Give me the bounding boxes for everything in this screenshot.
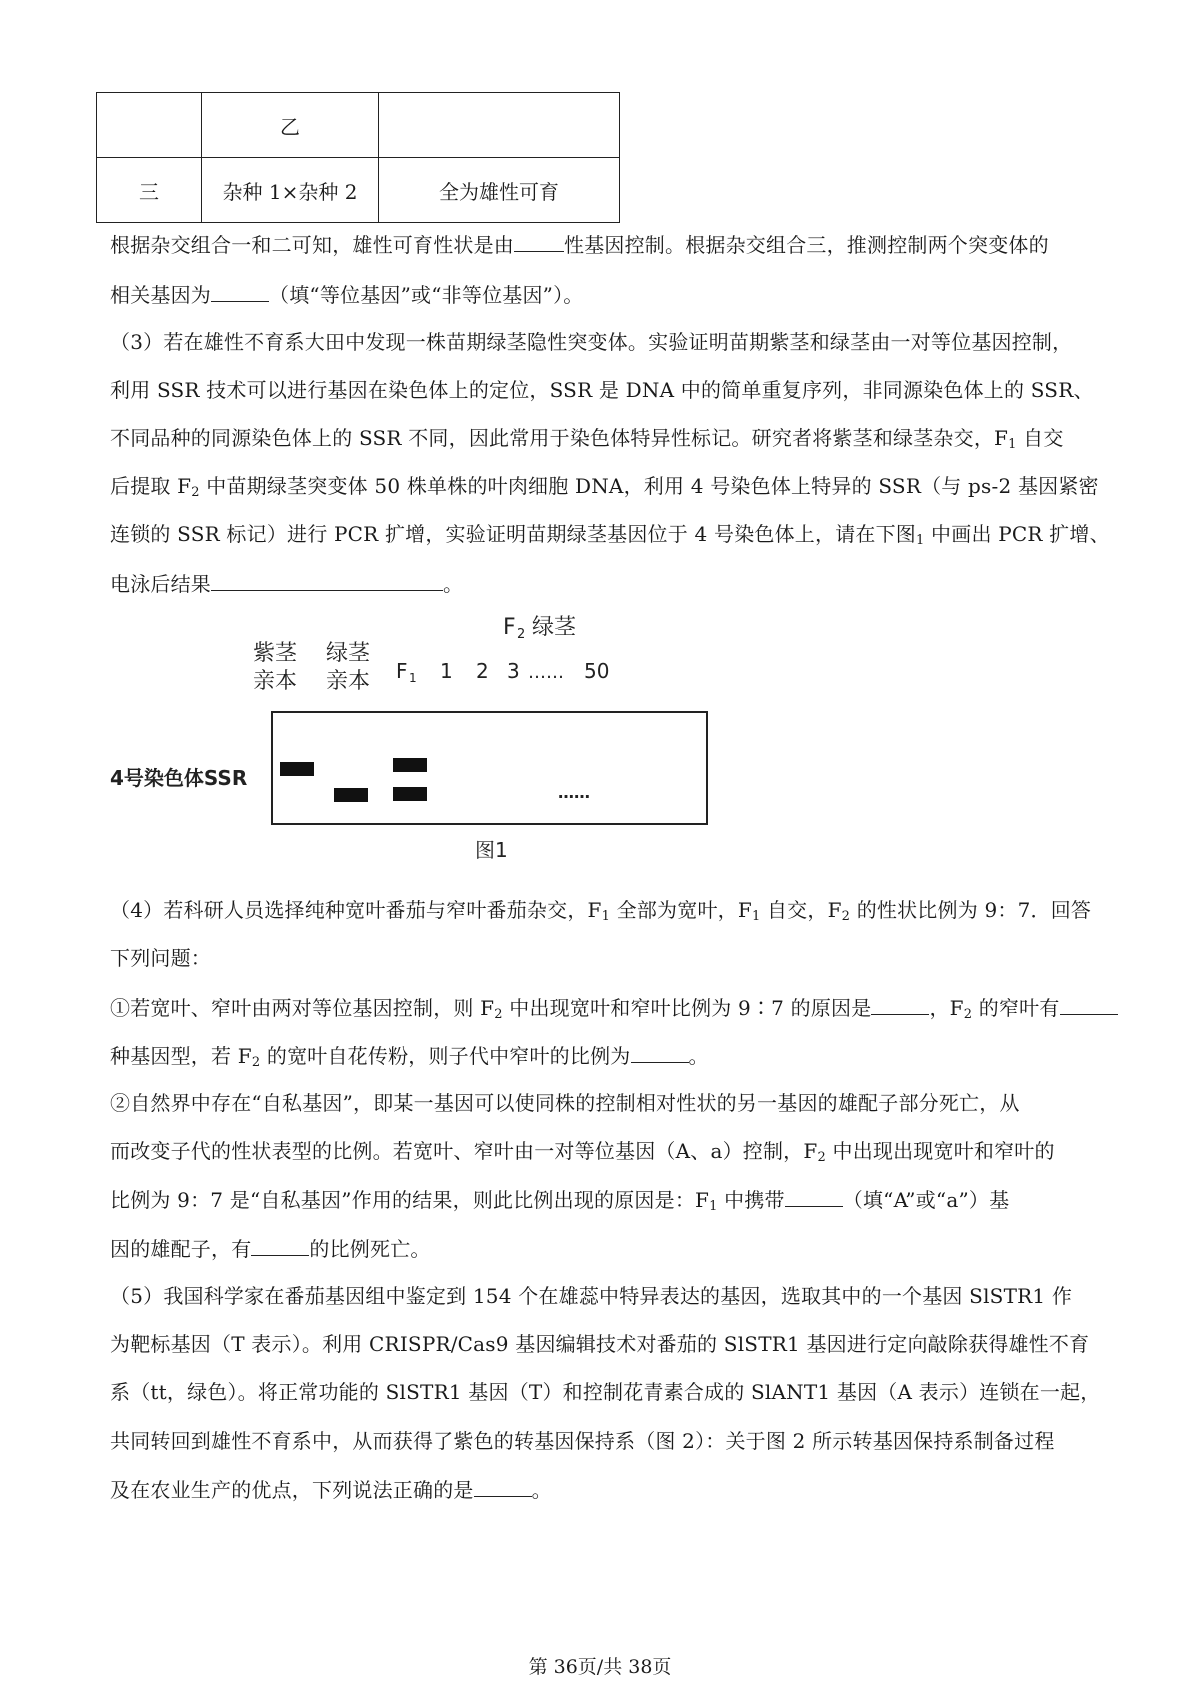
text-line: 下列问题： <box>110 946 211 970</box>
band-green-parent <box>334 788 368 802</box>
subscript: 1 <box>751 909 761 924</box>
text: 中画出 PCR 扩增、 <box>924 522 1110 546</box>
band-purple-parent <box>280 762 314 776</box>
gel-ellipsis: …… <box>558 783 590 802</box>
table-cell: 三 <box>97 158 202 223</box>
text: 自交 <box>1016 426 1064 450</box>
lane-label: 1 <box>440 659 453 683</box>
text-line: （3）若在雄性不育系大田中发现一株苗期绿茎隐性突变体。实验证明苗期紫茎和绿茎由一对等位基因控制， <box>110 330 1073 354</box>
table-cell: 杂种 1×杂种 2 <box>202 158 379 223</box>
text-line <box>110 1184 1100 1222</box>
subscript: 2 <box>817 1150 826 1165</box>
text-line <box>110 895 1100 932</box>
page-footer: 第 36页/共 38页 <box>528 1656 672 1678</box>
text: 中出现宽叶和窄叶比例为 9∶7 的原因是 <box>502 996 872 1020</box>
text: 。 <box>688 1044 709 1068</box>
text-line <box>110 1040 1100 1078</box>
answer-blank[interactable] <box>1060 992 1118 1015</box>
text: （填“等位基因”或“非等位基因”）。 <box>269 283 584 307</box>
f1-subscript: 1 <box>409 671 417 685</box>
gel-frame <box>272 712 707 824</box>
f2-green-label: 绿茎 <box>532 615 577 640</box>
text: 的性状比例为 9：7．回答 <box>850 898 1092 922</box>
lane-label: 3 <box>507 659 520 683</box>
text-line: 共同转回到雄性不育系中，从而获得了紫色的转基因保持系（图 2）：关于图 2 所示转基因保持系制备过程 <box>110 1429 1055 1453</box>
table-cell <box>379 93 620 158</box>
text: 因的雄配子，有 <box>110 1237 252 1261</box>
green-stem-label: 绿茎 <box>326 641 371 666</box>
band-f1-upper <box>393 758 427 772</box>
figure-1-gel <box>110 612 730 872</box>
subscript: 1 <box>916 533 925 548</box>
text: 电泳后结果 <box>110 572 211 596</box>
table-cell <box>97 93 202 158</box>
text: 种基因型，若 F <box>110 1044 252 1068</box>
text-line <box>110 229 1100 260</box>
cross-table <box>96 92 620 223</box>
parent-label: 亲本 <box>326 669 371 694</box>
text: 全部为宽叶，F <box>610 898 752 922</box>
table-cell: 乙 <box>202 93 379 158</box>
text: 的宽叶自花传粉，则子代中窄叶的比例为 <box>260 1044 631 1068</box>
text: ，F <box>929 996 964 1020</box>
text: 后提取 F <box>110 474 192 498</box>
band-f1-lower <box>393 787 427 801</box>
subscript: 2 <box>841 909 851 924</box>
answer-blank[interactable] <box>211 568 443 591</box>
lane-label: 50 <box>584 659 610 683</box>
answer-blank[interactable] <box>785 1184 843 1207</box>
text: 及在农业生产的优点，下列说法正确的是 <box>110 1478 474 1502</box>
text-line: （5）我国科学家在番茄基因组中鉴定到 154 个在雄蕊中特异表达的基因，选取其中的一个基因 SlSTR1 作 <box>110 1284 1073 1308</box>
text-line: ②自然界中存在“自私基因”，即某一基因可以使同株的控制相对性状的另一基因的雄配子部分死亡，从 <box>110 1091 1020 1115</box>
text: 不同品种的同源染色体上的 SSR 不同，因此常用于染色体特异性标记。研究者将紫茎和绿茎杂交，F <box>110 426 1009 450</box>
answer-blank[interactable] <box>474 1474 532 1497</box>
text: 性基因控制。根据杂交组合三，推测控制两个突变体的 <box>564 233 1049 257</box>
text: 的窄叶有 <box>972 996 1060 1020</box>
subscript: 2 <box>494 1007 503 1022</box>
subscript: 1 <box>1008 437 1017 452</box>
f2-label: F <box>503 615 516 640</box>
answer-blank[interactable] <box>514 229 564 252</box>
text: 根据杂交组合一和二可知，雄性可育性状是由 <box>110 233 514 257</box>
table-row <box>97 158 620 223</box>
text-line <box>110 1233 1100 1264</box>
text-line: 利用 SSR 技术可以进行基因在染色体上的定位，SSR 是 DNA 中的简单重复序列，非同源染色体上的 SSR、 <box>110 378 1094 402</box>
answer-blank[interactable] <box>631 1040 689 1063</box>
table-cell: 全为雄性可育 <box>379 158 620 223</box>
subscript: 2 <box>963 1007 973 1022</box>
text: 而改变子代的性状表型的比例。若宽叶、窄叶由一对等位基因（A、a）控制，F <box>110 1139 818 1163</box>
text: 中携带 <box>717 1188 785 1212</box>
text: 比例为 9：7 是“自私基因”作用的结果，则此比例出现的原因是：F <box>110 1188 710 1212</box>
text-line <box>110 1136 1100 1173</box>
text: 。 <box>531 1478 552 1502</box>
text: 连锁的 SSR 标记）进行 PCR 扩增，实验证明苗期绿茎基因位于 4 号染色体上，请在下图 <box>110 522 916 546</box>
text-line: 系（tt，绿色）。将正常功能的 SlSTR1 基因（T）和控制花青素合成的 SlANT1 基因（A 表示）连锁在一起， <box>110 1380 1101 1404</box>
figure-caption: 图1 <box>475 838 508 862</box>
purple-stem-label: 紫茎 <box>253 641 298 666</box>
text: 。 <box>443 572 464 596</box>
subscript: 1 <box>709 1199 718 1214</box>
answer-blank[interactable] <box>211 279 269 302</box>
text-line <box>110 568 1100 599</box>
text: 相关基因为 <box>110 283 211 307</box>
lane-ellipsis: …… <box>528 662 564 683</box>
text: ①若宽叶、窄叶由两对等位基因控制，则 F <box>110 996 495 1020</box>
text: 中出现出现宽叶和窄叶的 <box>825 1139 1055 1163</box>
text: （4）若科研人员选择纯种宽叶番茄与窄叶番茄杂交，F <box>110 898 602 922</box>
text-line <box>110 1474 1100 1505</box>
text-line <box>110 519 1110 556</box>
text: 中苗期绿茎突变体 50 株单株的叶肉细胞 DNA，利用 4 号染色体上特异的 SSR（与 ps-2 基因紧密 <box>199 474 1099 498</box>
parent-label: 亲本 <box>253 669 298 694</box>
subscript: 2 <box>251 1055 261 1070</box>
text-line <box>110 471 1100 508</box>
text-line <box>110 279 1100 310</box>
subscript: 1 <box>601 909 611 924</box>
text: （填“A”或“a”）基 <box>842 1188 1010 1212</box>
text-line <box>110 992 1100 1030</box>
text: 自交，F <box>760 898 842 922</box>
text-line <box>110 423 1100 460</box>
f1-lane-label: F <box>396 659 408 683</box>
subscript: 2 <box>191 485 200 500</box>
f2-subscript: 2 <box>517 627 526 642</box>
text: 的比例死亡。 <box>309 1237 431 1261</box>
lane-label: 2 <box>476 659 489 683</box>
answer-blank[interactable] <box>251 1233 309 1256</box>
answer-blank[interactable] <box>871 992 929 1015</box>
text-line: 为靶标基因（T 表示）。利用 CRISPR/Cas9 基因编辑技术对番茄的 SlSTR1 基因进行定向敲除获得雄性不育 <box>110 1332 1090 1356</box>
row-label: 4号染色体SSR <box>110 766 248 790</box>
table-row <box>97 93 620 158</box>
